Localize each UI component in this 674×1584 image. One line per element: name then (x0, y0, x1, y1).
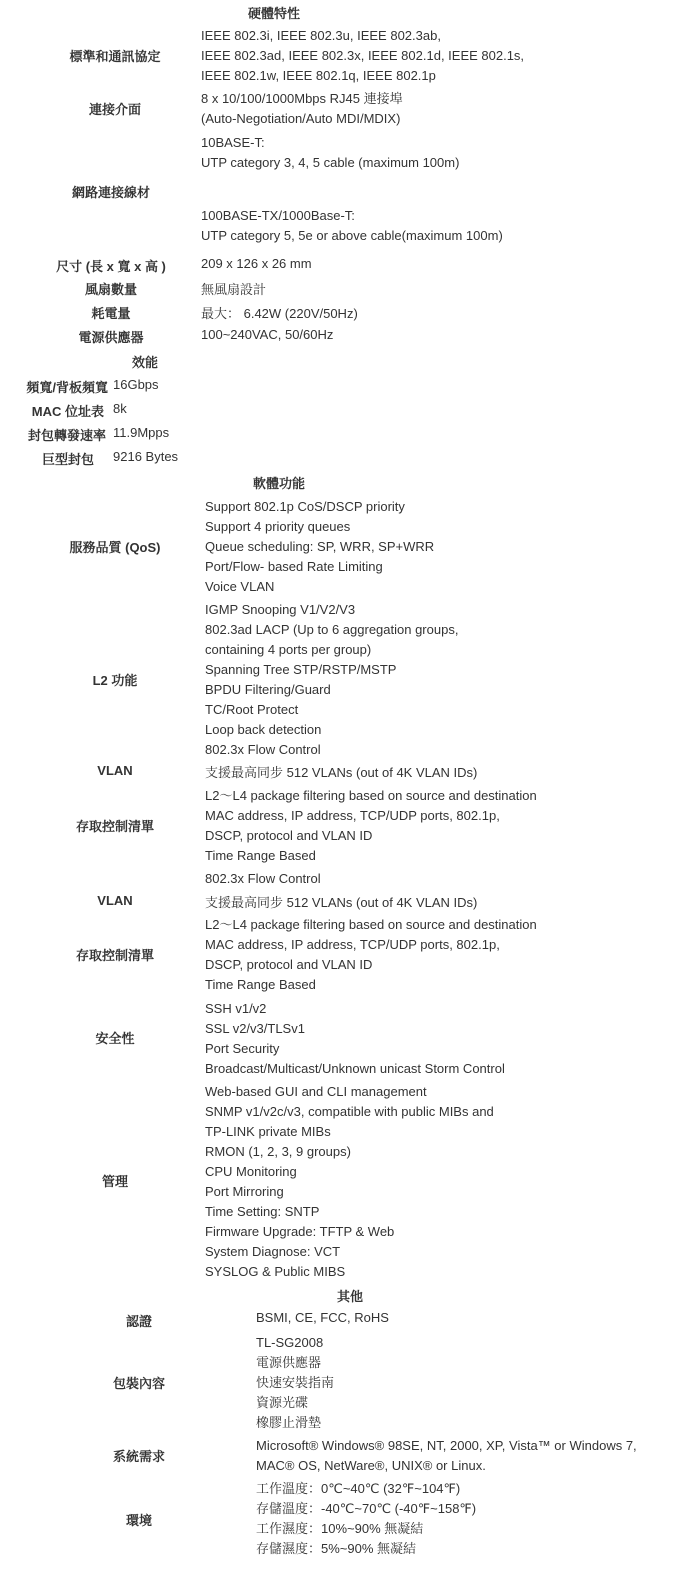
other-label-certification: 認證 (125, 1314, 152, 1329)
other-label-environment: 環境 (125, 1513, 152, 1528)
sw-label-management: 管理 (101, 1174, 128, 1189)
perf-value-jumbo-frame: 9216 Bytes (113, 449, 179, 464)
spec-label-power-supply: 電源供應器 (78, 330, 144, 345)
sw-value-management: Web-based GUI and CLI management SNMP v1/v2c/v3, compatible with public MIBs and TP-LINK private MIBs RMON (1, 2, 3, 9 groups) CPU Monitoring Port Mirroring Time Setting: SNTP Firmware Upgrade: TFTP & Web System Diagnose: VCT SYSLOG & Public MIBS (205, 1084, 494, 1279)
other-value-certification: BSMI, CE, FCC, RoHS (256, 1310, 389, 1325)
spec-value-power-supply: 100~240VAC, 50/60Hz (201, 327, 334, 342)
spec-value-dimensions: 209 x 126 x 26 mm (201, 256, 312, 271)
sw-label-l2: L2 功能 (92, 673, 138, 688)
perf-value-bandwidth: 16Gbps (113, 377, 159, 392)
software-section-title: 軟體功能 (253, 476, 306, 491)
sw-value-acl-1: L2～L4 package filtering based on source and destination MAC address, IP address, TCP/UDP ports, 802.1p, DSCP, protocol and VLAN ID Time Range Based 802.3x Flow Control (205, 788, 537, 886)
hardware-section-title: 硬體特性 (248, 6, 301, 21)
sw-label-vlan-1: VLAN (97, 763, 133, 778)
other-section-title: 其他 (337, 1289, 364, 1304)
sw-label-security: 安全性 (95, 1031, 135, 1046)
perf-label-jumbo-frame: 巨型封包 (41, 452, 94, 467)
sw-label-acl-2: 存取控制清單 (75, 948, 154, 963)
spec-label-standards: 標準和通訊協定 (69, 49, 161, 64)
other-value-environment: 工作溫度：0℃~40℃ (32℉~104℉) 存儲溫度：-40℃~70℃ (-40℉~158℉) 工作濕度：10%~90% 無凝結 存儲濕度：5%~90% 無凝結 (256, 1481, 477, 1556)
spec-label-dimensions: 尺寸 (長 x 寬 x 高 ) (56, 259, 166, 274)
performance-section-title: 效能 (132, 355, 159, 370)
sw-value-vlan-2: 支援最高同步 512 VLANs (out of 4K VLAN IDs) (205, 895, 478, 910)
sw-value-security: SSH v1/v2 SSL v2/v3/TLSv1 Port Security Broadcast/Multicast/Unknown unicast Storm Control (205, 1001, 505, 1076)
perf-value-mac-table: 8k (113, 401, 127, 416)
spec-value-standards: IEEE 802.3i, IEEE 802.3u, IEEE 802.3ab, IEEE 802.3ad, IEEE 802.3x, IEEE 802.1d, IEEE 802.1s, IEEE 802.1w, IEEE 802.1q, IEEE 802.1p (201, 28, 525, 83)
perf-label-forwarding-rate: 封包轉發速率 (27, 428, 106, 443)
perf-value-forwarding-rate: 11.9Mpps (113, 425, 170, 440)
spec-label-cabling: 網路連接線材 (71, 185, 150, 200)
spec-value-fan: 無風扇設計 (201, 282, 267, 297)
sw-label-qos: 服務品質 (QoS) (69, 540, 161, 555)
spec-label-interface: 連接介面 (88, 102, 141, 117)
sw-label-vlan-2: VLAN (97, 893, 133, 908)
sw-label-acl-1: 存取控制清單 (75, 819, 154, 834)
other-value-package: TL-SG2008 電源供應器 快速安裝指南 資源光碟 橡膠止滑墊 (256, 1335, 335, 1430)
spec-value-interface: 8 x 10/100/1000Mbps RJ45 連接埠 (Auto-Negotiation/Auto MDI/MDIX) (201, 91, 403, 126)
sw-value-l2: IGMP Snooping V1/V2/V3 802.3ad LACP (Up to 6 aggregation groups, containing 4 ports per group) Spanning Tree STP/RSTP/MSTP BPDU Filtering/Guard TC/Root Protect Loop back detection 802.3x Flow Control (205, 602, 459, 757)
spec-value-cabling: 10BASE-T: UTP category 3, 4, 5 cable (maximum 100m) 100BASE-TX/1000Base-T: UTP category 5, 5e or above cable(maximum 100m) (201, 135, 503, 243)
spec-label-fan: 風扇數量 (84, 282, 137, 297)
other-label-package: 包裝內容 (112, 1376, 165, 1391)
spec-label-power-consumption: 耗電量 (91, 306, 131, 321)
other-value-system-requirements: Microsoft® Windows® 98SE, NT, 2000, XP, Vista™ or Windows 7, MAC® OS, NetWare®, UNIX® or Linux. (256, 1438, 637, 1473)
sw-value-acl-2: L2～L4 package filtering based on source and destination MAC address, IP address, TCP/UDP ports, 802.1p, DSCP, protocol and VLAN ID Time Range Based (205, 917, 537, 992)
perf-label-mac-table: MAC 位址表 (31, 404, 104, 419)
other-label-system-requirements: 系統需求 (112, 1449, 165, 1464)
sw-value-qos: Support 802.1p CoS/DSCP priority Support 4 priority queues Queue scheduling: SP, WRR, SP+WRR Port/Flow- based Rate Limiting Voice VLAN (205, 499, 435, 594)
spec-value-power-consumption: 最大： 6.42W (220V/50Hz) (201, 306, 358, 321)
sw-value-vlan-1: 支援最高同步 512 VLANs (out of 4K VLAN IDs) (205, 765, 478, 780)
perf-label-bandwidth: 頻寬/背板頻寬 (26, 380, 108, 395)
